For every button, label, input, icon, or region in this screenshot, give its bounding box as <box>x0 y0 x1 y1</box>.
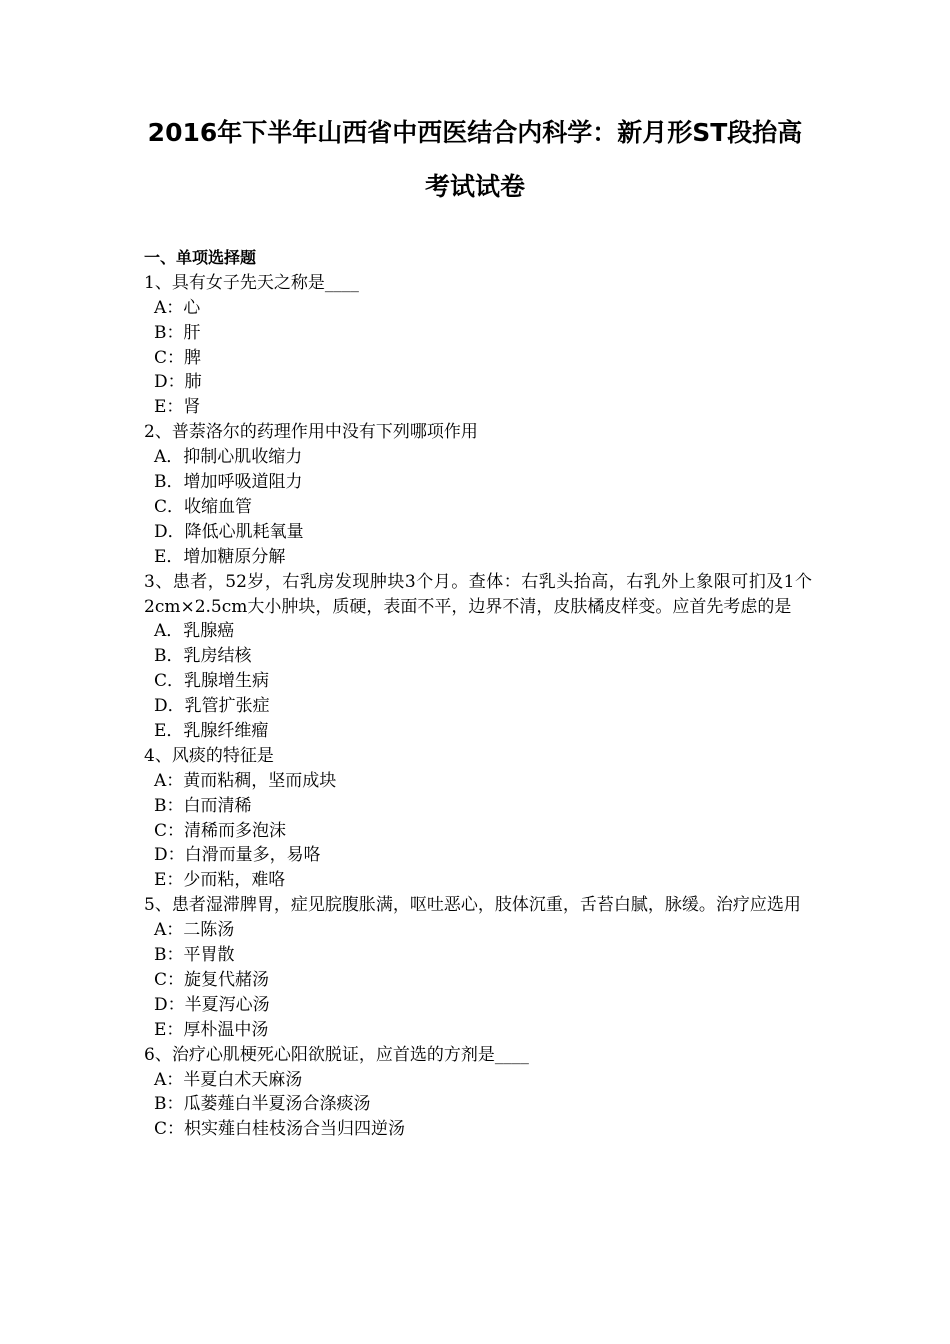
question-block <box>144 570 812 744</box>
answer-option: E：肾 <box>154 397 201 418</box>
answer-option: A．乳腺癌 <box>154 621 235 642</box>
answer-option: C：旋复代赭汤 <box>154 969 270 990</box>
answer-option: B．增加呼吸道阻力 <box>154 472 303 493</box>
section-heading: 一、单项选择题 <box>144 248 257 267</box>
answer-option: D：白滑而量多，易咯 <box>154 845 321 866</box>
answer-option: B：白而清稀 <box>154 795 252 816</box>
exam-body <box>144 246 812 1142</box>
question-text: 1、具有女子先天之称是____ <box>144 272 359 293</box>
answer-option: A：二陈汤 <box>154 920 235 941</box>
question-block <box>144 420 812 569</box>
question-block <box>144 744 812 893</box>
question-text: 6、治疗心肌梗死心阳欲脱证，应首选的方剂是____ <box>144 1044 529 1065</box>
question-block <box>144 1043 812 1143</box>
answer-option: C：脾 <box>154 347 202 368</box>
answer-option: C．收缩血管 <box>154 496 253 517</box>
answer-option: A．抑制心肌收缩力 <box>154 447 303 468</box>
answer-option: C：枳实薤白桂枝汤合当归四逆汤 <box>154 1119 406 1140</box>
document-title-line1: 2016年下半年山西省中西医结合内科学：新月形ST段抬高 <box>147 118 803 147</box>
document-title-line2: 考试试卷 <box>424 172 525 201</box>
answer-option: D．降低心肌耗氧量 <box>154 521 304 542</box>
answer-option: B：平胃散 <box>154 945 235 966</box>
question-text: 2、普萘洛尔的药理作用中没有下列哪项作用 <box>144 422 478 443</box>
answer-option: A：半夏白术天麻汤 <box>154 1069 303 1090</box>
question-text: 5、患者湿滞脾胃，症见脘腹胀满，呕吐恶心，肢体沉重，舌苔白腻，脉缓。治疗应选用 <box>144 895 801 916</box>
answer-option: B．乳房结核 <box>154 646 252 667</box>
answer-option: B：肝 <box>154 322 201 343</box>
answer-option: C：清稀而多泡沫 <box>154 820 287 841</box>
answer-option: B：瓜蒌薤白半夏汤合涤痰汤 <box>154 1094 371 1115</box>
question-text: 3、患者，52岁，右乳房发现肿块3个月。查体：右乳头抬高，右乳外上象限可扪及1个2cm×2.5cm大小肿块，质硬，表面不平，边界不清，皮肤橘皮样变。应首先考虑的是 <box>144 571 812 617</box>
answer-option: E：厚朴温中汤 <box>154 1019 269 1040</box>
answer-option: E．乳腺纤维瘤 <box>154 720 269 741</box>
answer-option: D：半夏泻心汤 <box>154 994 270 1015</box>
question-block <box>144 893 812 1042</box>
answer-option: E：少而粘，难咯 <box>154 870 286 891</box>
question-text: 4、风痰的特征是 <box>144 745 274 766</box>
answer-option: A：心 <box>154 297 201 318</box>
answer-option: D．乳管扩张症 <box>154 696 270 717</box>
answer-option: E．增加糖原分解 <box>154 546 286 567</box>
answer-option: A：黄而粘稠，坚而成块 <box>154 770 337 791</box>
answer-option: D：肺 <box>154 372 202 393</box>
answer-option: C．乳腺增生病 <box>154 671 270 692</box>
question-block <box>144 271 812 420</box>
